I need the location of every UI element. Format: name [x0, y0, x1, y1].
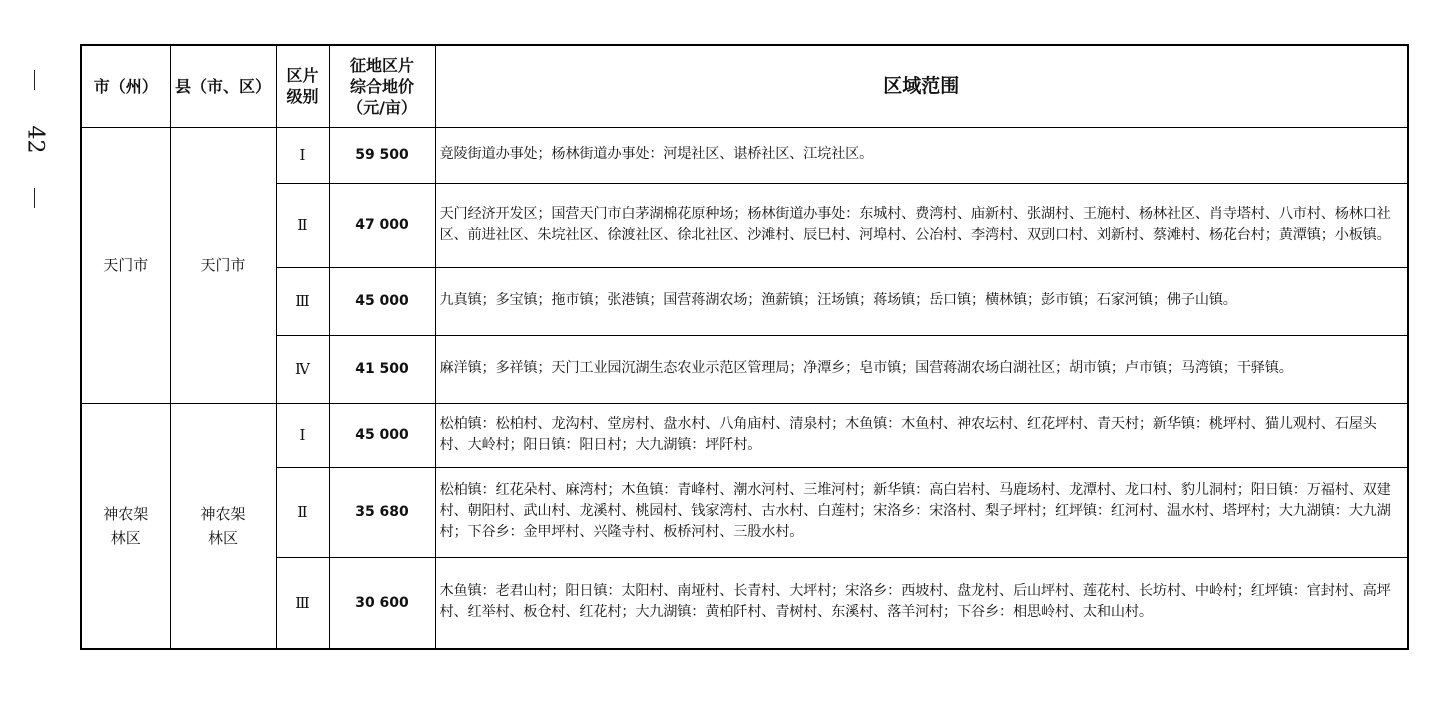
header-grade: 区片 级别 [276, 45, 329, 127]
grade-cell: Ⅲ [276, 267, 329, 335]
area-cell: 天门经济开发区；国营天门市白茅湖棉花原种场；杨林街道办事处：东城村、费湾村、庙新村、张湖村、王施村、杨林社区、肖寺塔村、八市村、杨林口社区、前进社区、朱垸社区、徐渡社区、徐北社区、沙滩村、辰巳村、河埠村、公冶村、李湾村、双剅口村、刘新村、蔡滩村、杨花台村；黄潭镇；小板镇。 [435, 183, 1408, 267]
price-cell: 30 600 [329, 557, 435, 649]
price-cell: 59 500 [329, 127, 435, 183]
page-dash-bottom [34, 188, 35, 208]
area-cell: 松柏镇：红花朵村、麻湾村；木鱼镇：青峰村、潮水河村、三堆河村；新华镇：高白岩村、马鹿场村、龙潭村、龙口村、豹儿洞村；阳日镇：万福村、双建村、朝阳村、武山村、龙溪村、桃园村、钱家湾村、古水村、白莲村；宋洛乡：宋洛村、梨子坪村；红坪镇：红河村、温水村、塔坪村；大九湖镇：大九湖村；下谷乡：金甲坪村、兴隆寺村、板桥河村、三股水村。 [435, 467, 1408, 557]
table-row [81, 403, 1408, 467]
header-area: 区域范围 [435, 45, 1408, 127]
header-price: 征地区片 综合地价 （元/亩） [329, 45, 435, 127]
grade-cell: Ⅱ [276, 183, 329, 267]
grade-cell: Ⅳ [276, 335, 329, 403]
grade-cell: Ⅲ [276, 557, 329, 649]
table-row [81, 557, 1408, 649]
area-cell: 松柏镇：松柏村、龙沟村、堂房村、盘水村、八角庙村、清泉村；木鱼镇：木鱼村、神农坛村、红花坪村、青天村；新华镇：桃坪村、猫儿观村、石屋头村、大岭村；阳日镇：阳日村；大九湖镇：坪阡村。 [435, 403, 1408, 467]
price-cell: 41 500 [329, 335, 435, 403]
price-cell: 35 680 [329, 467, 435, 557]
header-row [81, 45, 1408, 127]
city-cell: 天门市 [81, 127, 170, 403]
table-row [81, 467, 1408, 557]
area-cell: 九真镇；多宝镇；拖市镇；张港镇；国营蒋湖农场；渔薪镇；汪场镇；蒋场镇；岳口镇；横林镇；彭市镇；石家河镇；佛子山镇。 [435, 267, 1408, 335]
page-number-marker [20, 70, 50, 210]
county-cell: 神农架 林区 [170, 403, 276, 649]
page-number: 42 [22, 125, 48, 154]
table-row [81, 335, 1408, 403]
area-cell: 麻洋镇；多祥镇；天门工业园沉湖生态农业示范区管理局；净潭乡；皂市镇；国营蒋湖农场白湖社区；胡市镇；卢市镇；马湾镇；干驿镇。 [435, 335, 1408, 403]
city-cell: 神农架 林区 [81, 403, 170, 649]
area-cell: 竟陵街道办事处；杨林街道办事处：河堤社区、谌桥社区、江垸社区。 [435, 127, 1408, 183]
price-cell: 45 000 [329, 403, 435, 467]
grade-cell: Ⅰ [276, 127, 329, 183]
table-row [81, 183, 1408, 267]
table-row [81, 127, 1408, 183]
county-cell: 天门市 [170, 127, 276, 403]
area-cell: 木鱼镇：老君山村；阳日镇：太阳村、南垭村、长青村、大坪村；宋洛乡：西坡村、盘龙村、后山坪村、莲花村、长坊村、中岭村；红坪镇：官封村、高坪村、红举村、板仓村、红花村；大九湖镇：黄柏阡村、青树村、东溪村、落羊河村；下谷乡：相思岭村、太和山村。 [435, 557, 1408, 649]
price-cell: 47 000 [329, 183, 435, 267]
header-county: 县（市、区） [170, 45, 276, 127]
land-price-table [80, 44, 1409, 650]
grade-cell: Ⅱ [276, 467, 329, 557]
page-dash-top [34, 70, 35, 90]
price-cell: 45 000 [329, 267, 435, 335]
table-row [81, 267, 1408, 335]
header-city: 市（州） [81, 45, 170, 127]
grade-cell: Ⅰ [276, 403, 329, 467]
